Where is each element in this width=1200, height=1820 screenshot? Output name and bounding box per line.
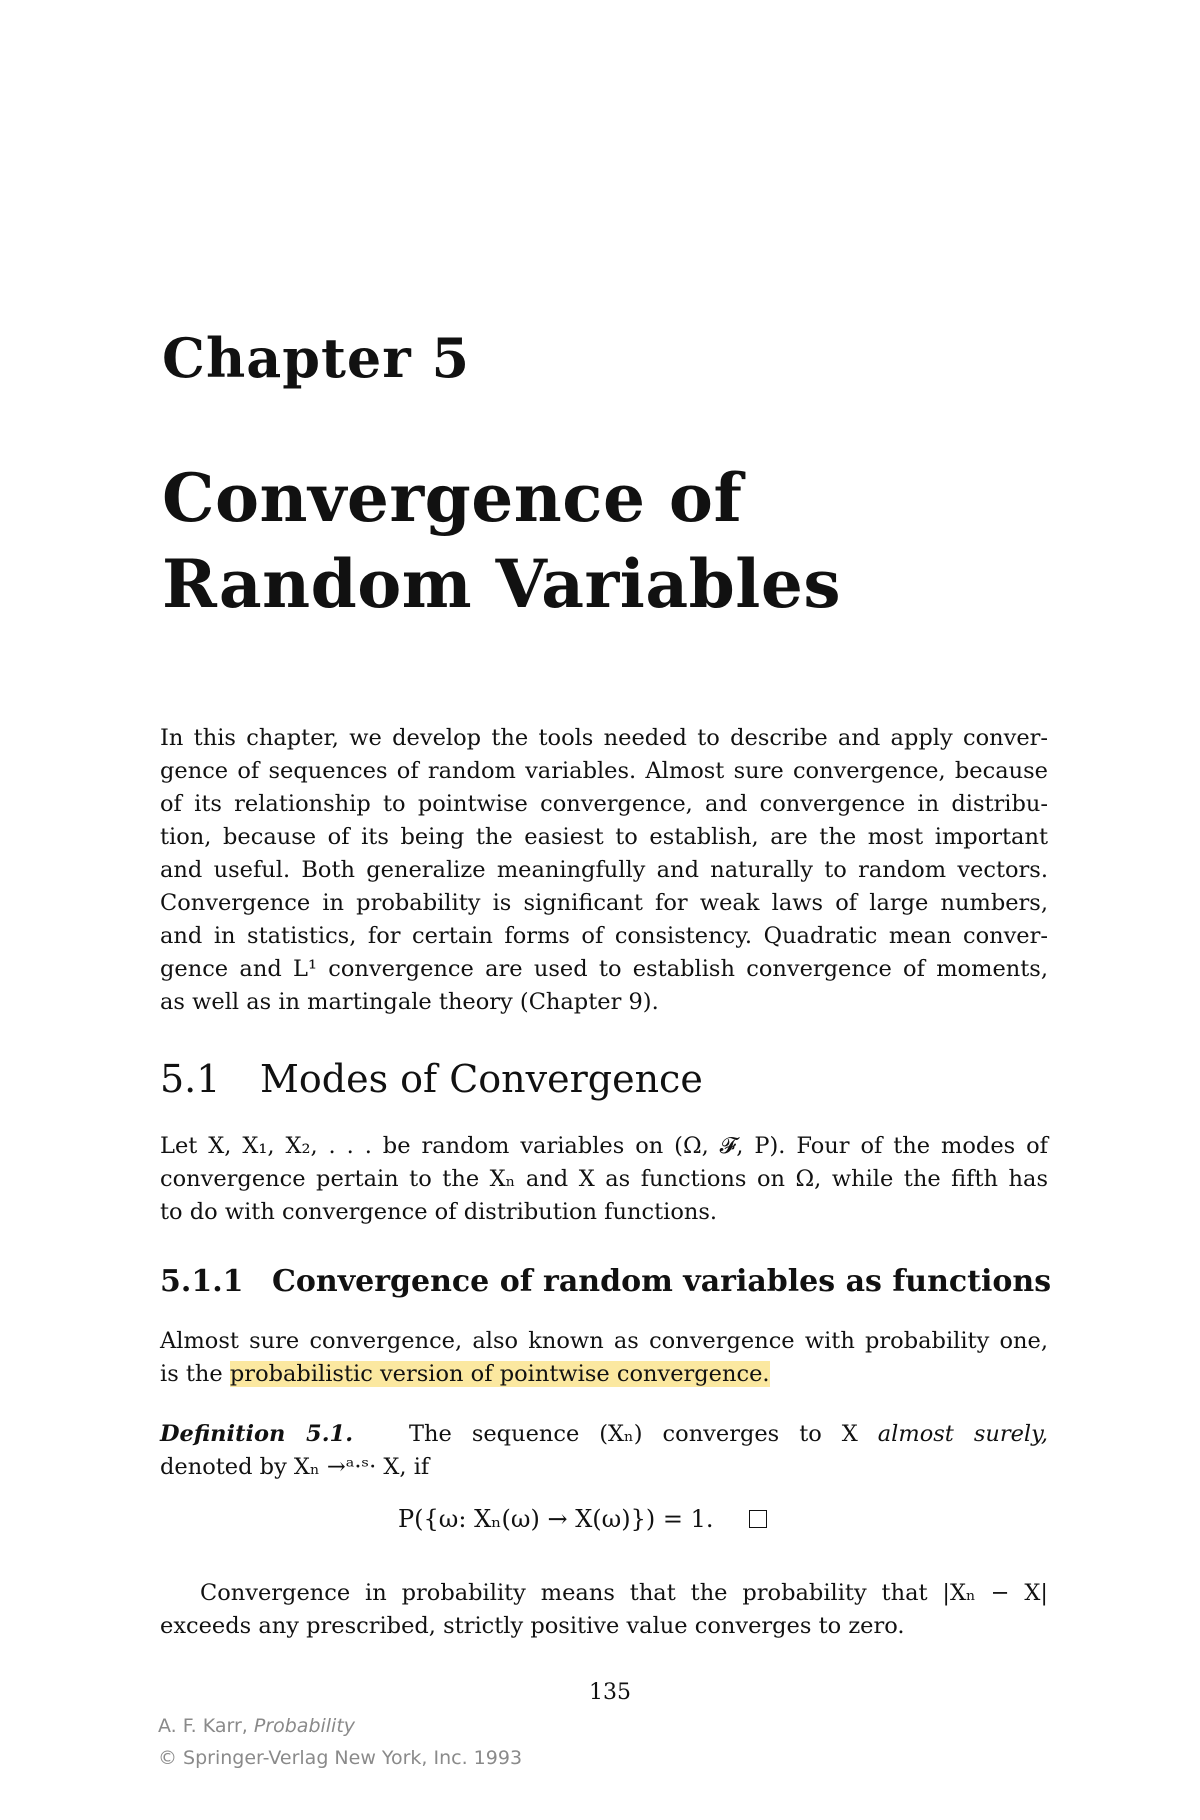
section-heading (160, 1057, 703, 1101)
section-title: Modes of Convergence (260, 1057, 703, 1101)
intro-line: gence and L¹ convergence are used to establish convergence of moments, (160, 956, 1048, 982)
subsection-line (160, 1358, 1048, 1391)
intro-line: and in statistics, for certain forms of consistency. Quadratic mean conver- (160, 923, 1048, 949)
formula-text: P({ω: Xₙ(ω) → X(ω)}) = 1. (398, 1505, 714, 1533)
qed-square-icon (749, 1510, 767, 1528)
footer-book-title: Probability (253, 1715, 356, 1737)
subsection-paragraph (160, 1325, 1048, 1391)
intro-line: tion, because of its being the easiest to establish, are the most important (160, 824, 1048, 850)
subsection-heading (160, 1264, 1051, 1299)
definition-formula (398, 1505, 767, 1533)
chapter-label: Chapter 5 (162, 326, 471, 390)
highlighted-text: probabilistic version of pointwise convergence. (229, 1361, 770, 1387)
intro-line: gence of sequences of random variables. Almost sure convergence, because (160, 758, 1048, 784)
chapter-title-line-2: Random Variables (162, 545, 841, 623)
intro-line: and useful. Both generalize meaningfully and naturally to random vectors. (160, 857, 1048, 883)
chapter-title-line-1: Convergence of (162, 459, 743, 537)
subsection-line: Almost sure convergence, also known as convergence with probability one, (160, 1328, 1048, 1354)
intro-paragraph (160, 722, 1048, 1019)
subsection-number: 5.1.1 (160, 1264, 244, 1299)
footer-copyright: © Springer-Verlag New York, Inc. 1993 (158, 1747, 523, 1769)
definition-text: The sequence (Xₙ) converges to X (409, 1421, 858, 1447)
footer (158, 1710, 522, 1774)
definition-block (160, 1418, 1048, 1484)
intro-line: of its relationship to pointwise convergence, and convergence in distribu- (160, 791, 1048, 817)
intro-line: In this chapter, we develop the tools needed to describe and apply conver- (160, 725, 1048, 751)
intro-line: as well as in martingale theory (Chapter 9). (160, 989, 659, 1015)
closing-line: exceeds any prescribed, strictly positive value converges to zero. (160, 1613, 905, 1639)
section-paragraph (160, 1130, 1048, 1229)
footer-author: A. F. Karr, (158, 1715, 254, 1737)
subsection-line-prefix: is the (160, 1361, 230, 1387)
section-number: 5.1 (160, 1057, 221, 1101)
section-line: convergence pertain to the Xₙ and X as functions on Ω, while the fifth has (160, 1166, 1048, 1192)
definition-line (160, 1418, 1048, 1451)
footer-citation (158, 1710, 522, 1742)
definition-term: almost surely, (877, 1421, 1048, 1447)
chapter-title (162, 455, 841, 627)
subsection-title: Convergence of random variables as functions (272, 1264, 1052, 1299)
page-number: 135 (589, 1680, 631, 1705)
definition-line: denoted by Xₙ →ᵃ·ˢ· X, if (160, 1454, 430, 1480)
intro-line: Convergence in probability is significant for weak laws of large numbers, (160, 890, 1048, 916)
section-line: to do with convergence of distribution functions. (160, 1199, 718, 1225)
closing-line: Convergence in probability means that the probability that |Xₙ − X| (200, 1580, 1048, 1606)
definition-label: Definition 5.1. (160, 1421, 354, 1447)
section-line: Let X, X₁, X₂, . . . be random variables on (Ω, 𝓕, P). Four of the modes of (160, 1133, 1048, 1159)
closing-paragraph (160, 1577, 1048, 1643)
